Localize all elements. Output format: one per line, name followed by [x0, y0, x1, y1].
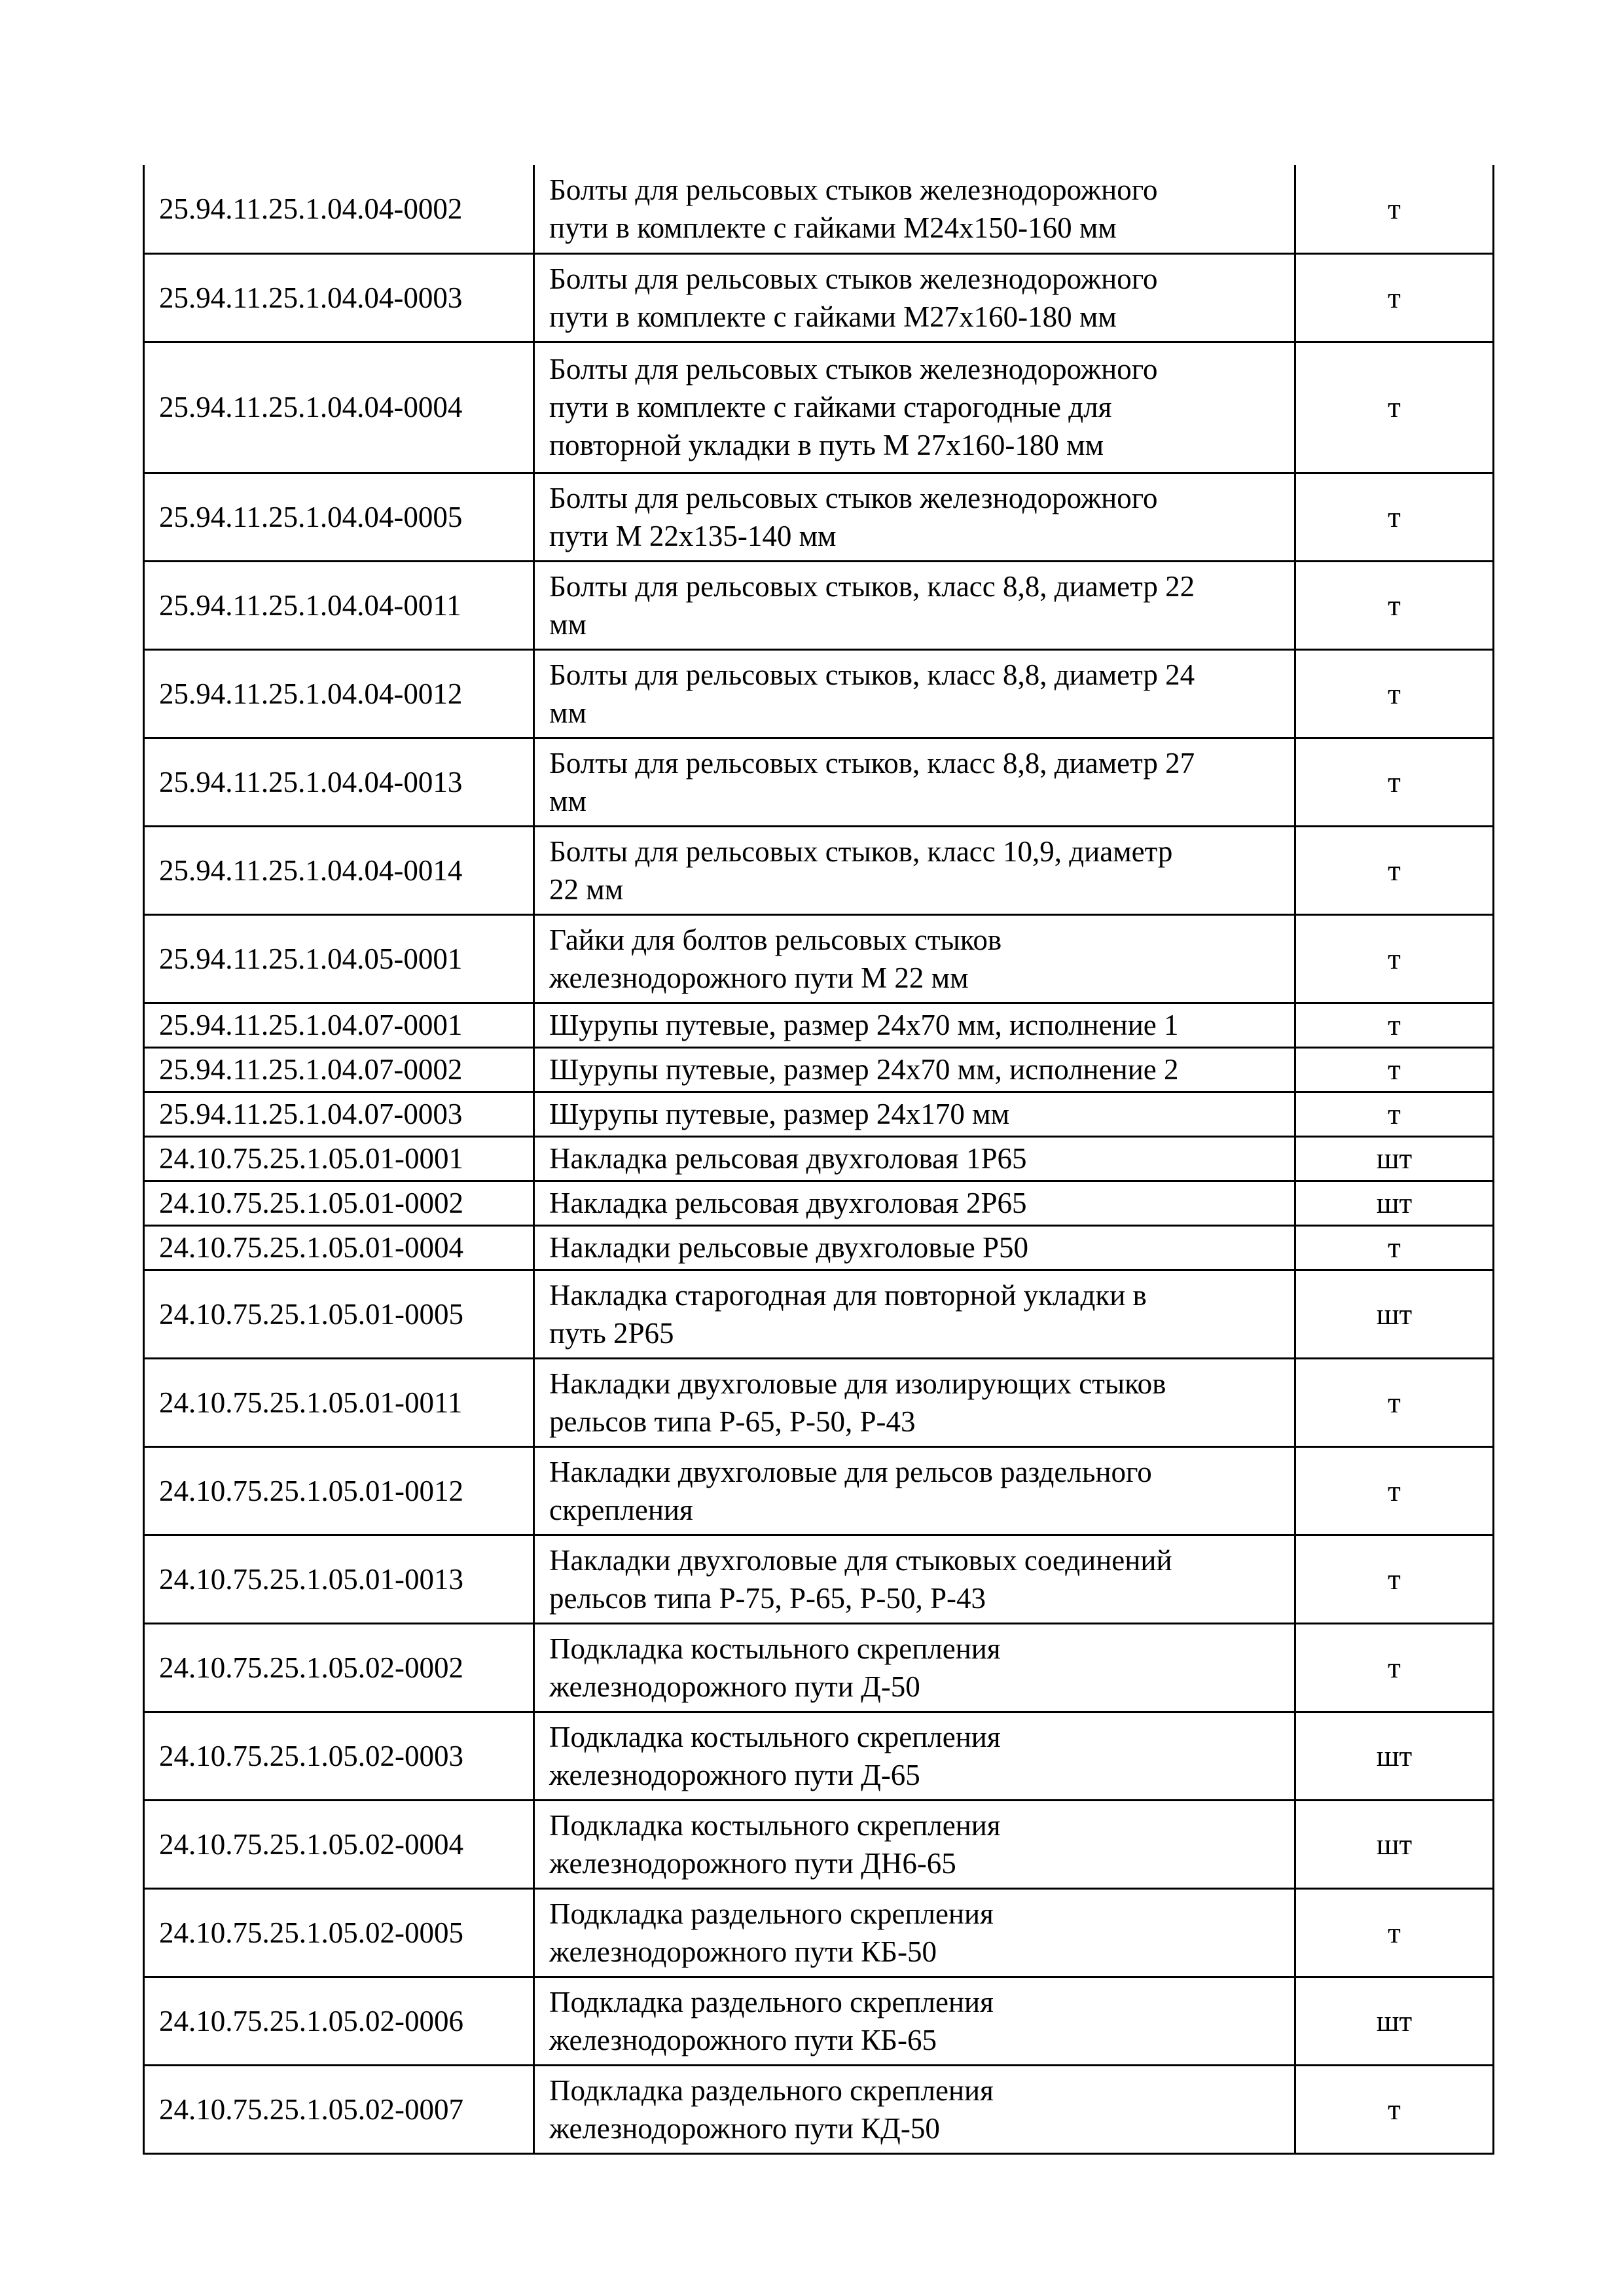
resource-name-line: скрепления	[549, 1493, 693, 1526]
resource-code-cell: 24.10.75.25.1.05.02-0006	[144, 1977, 534, 2065]
resource-name-cell	[534, 473, 1295, 561]
table-row	[144, 1092, 1494, 1136]
unit-cell: шт	[1295, 1977, 1494, 2065]
resource-name-cell	[534, 1358, 1295, 1446]
resource-code-cell: 25.94.11.25.1.04.07-0003	[144, 1092, 534, 1136]
resource-name-line: Накладки двухголовые для изолирующих стыков	[549, 1367, 1166, 1400]
resource-code-cell: 25.94.11.25.1.04.04-0005	[144, 473, 534, 561]
resource-name-line: Болты для рельсовых стыков железнодорожного	[549, 173, 1158, 206]
table-row	[144, 914, 1494, 1003]
table-row	[144, 1136, 1494, 1181]
resource-name-cell	[534, 165, 1295, 253]
unit-cell: т	[1295, 1535, 1494, 1623]
resource-name-line: рельсов типа Р-75, Р-65, Р-50, Р-43	[549, 1581, 986, 1615]
resource-name-line: Подкладка костыльного скрепления	[549, 1808, 1001, 1842]
resource-name-line: Подкладка раздельного скрепления	[549, 1985, 994, 2018]
resource-name-cell	[534, 561, 1295, 649]
resource-name-cell	[534, 1225, 1295, 1270]
resource-name-line: Подкладка костыльного скрепления	[549, 1632, 1001, 1665]
resource-code-cell: 24.10.75.25.1.05.01-0004	[144, 1225, 534, 1270]
table-row	[144, 1358, 1494, 1446]
resource-name-line: Подкладка костыльного скрепления	[549, 1720, 1001, 1753]
resource-name-line: Накладки двухголовые для стыковых соединений	[549, 1543, 1172, 1577]
unit-cell: т	[1295, 1358, 1494, 1446]
table-row	[144, 165, 1494, 253]
resource-name-line: Болты для рельсовых стыков железнодорожного	[549, 353, 1158, 386]
resource-name-line: Болты для рельсовых стыков железнодорожного	[549, 262, 1158, 295]
unit-cell: т	[1295, 649, 1494, 738]
resource-name-line: Болты для рельсовых стыков, класс 10,9, диаметр	[549, 834, 1173, 868]
resource-name-cell	[534, 738, 1295, 826]
unit-cell: т	[1295, 561, 1494, 649]
resource-name-line: 22 мм	[549, 872, 624, 906]
unit-cell: т	[1295, 1888, 1494, 1977]
resource-code-cell: 24.10.75.25.1.05.02-0002	[144, 1623, 534, 1712]
unit-cell: шт	[1295, 1136, 1494, 1181]
resource-code-cell: 24.10.75.25.1.05.01-0011	[144, 1358, 534, 1446]
resource-code-cell: 24.10.75.25.1.05.01-0001	[144, 1136, 534, 1181]
resource-name-cell	[534, 1888, 1295, 1977]
resource-name-line: Накладка рельсовая двухголовая 1Р65	[549, 1142, 1027, 1175]
table-row	[144, 561, 1494, 649]
unit-cell: т	[1295, 1003, 1494, 1047]
resource-name-cell	[534, 1800, 1295, 1888]
resource-name-cell	[534, 1446, 1295, 1535]
resource-code-cell: 24.10.75.25.1.05.02-0005	[144, 1888, 534, 1977]
resource-name-line: железнодорожного пути КБ-65	[549, 2023, 937, 2056]
resource-code-cell: 25.94.11.25.1.04.04-0002	[144, 165, 534, 253]
resource-name-line: Гайки для болтов рельсовых стыков	[549, 923, 1002, 956]
unit-cell: т	[1295, 342, 1494, 473]
resource-name-line: Подкладка раздельного скрепления	[549, 2073, 994, 2107]
resource-name-line: путь 2Р65	[549, 1316, 674, 1350]
resource-name-line: Накладки рельсовые двухголовые Р50	[549, 1231, 1029, 1264]
resource-name-line: Накладки двухголовые для рельсов раздельного	[549, 1455, 1152, 1488]
resource-name-line: Болты для рельсовых стыков железнодорожного	[549, 481, 1158, 514]
unit-cell: т	[1295, 1225, 1494, 1270]
unit-cell: т	[1295, 253, 1494, 342]
resource-name-line: Болты для рельсовых стыков, класс 8,8, диаметр 27	[549, 746, 1195, 780]
resource-name-cell	[534, 1535, 1295, 1623]
resource-name-cell	[534, 253, 1295, 342]
resource-name-cell	[534, 2065, 1295, 2153]
resource-name-line: железнодорожного пути Д-50	[549, 1670, 920, 1703]
table-row	[144, 253, 1494, 342]
resource-name-cell	[534, 1712, 1295, 1800]
resource-table	[143, 165, 1494, 2155]
unit-cell: т	[1295, 473, 1494, 561]
resource-code-cell: 24.10.75.25.1.05.02-0007	[144, 2065, 534, 2153]
resource-name-line: Подкладка раздельного скрепления	[549, 1897, 994, 1930]
table-row	[144, 1446, 1494, 1535]
resource-name-line: железнодорожного пути КБ-50	[549, 1935, 937, 1968]
table-row	[144, 1225, 1494, 1270]
resource-table-body	[144, 165, 1494, 2153]
resource-name-line: Болты для рельсовых стыков, класс 8,8, диаметр 22	[549, 569, 1195, 603]
unit-cell: шт	[1295, 1181, 1494, 1225]
unit-cell: т	[1295, 1623, 1494, 1712]
table-row	[144, 1003, 1494, 1047]
resource-name-line: мм	[549, 696, 586, 729]
table-row	[144, 1800, 1494, 1888]
resource-name-cell	[534, 1623, 1295, 1712]
resource-name-line: мм	[549, 784, 586, 817]
resource-name-cell	[534, 649, 1295, 738]
resource-name-line: повторной укладки в путь М 27x160-180 мм	[549, 429, 1104, 461]
resource-code-cell: 25.94.11.25.1.04.04-0012	[144, 649, 534, 738]
resource-name-line: Шурупы путевые, размер 24x170 мм	[549, 1098, 1010, 1130]
table-row	[144, 1888, 1494, 1977]
resource-code-cell: 25.94.11.25.1.04.05-0001	[144, 914, 534, 1003]
resource-code-cell: 24.10.75.25.1.05.01-0012	[144, 1446, 534, 1535]
unit-cell: т	[1295, 2065, 1494, 2153]
resource-code-cell: 25.94.11.25.1.04.04-0011	[144, 561, 534, 649]
resource-code-cell: 24.10.75.25.1.05.02-0003	[144, 1712, 534, 1800]
table-row	[144, 1270, 1494, 1358]
table-row	[144, 826, 1494, 914]
resource-code-cell: 25.94.11.25.1.04.07-0002	[144, 1047, 534, 1092]
resource-name-line: железнодорожного пути ДН6-65	[549, 1846, 956, 1880]
resource-code-cell: 24.10.75.25.1.05.01-0005	[144, 1270, 534, 1358]
resource-code-cell: 24.10.75.25.1.05.01-0013	[144, 1535, 534, 1623]
resource-code-cell: 24.10.75.25.1.05.01-0002	[144, 1181, 534, 1225]
resource-name-line: железнодорожного пути М 22 мм	[549, 961, 969, 994]
resource-code-cell: 24.10.75.25.1.05.02-0004	[144, 1800, 534, 1888]
resource-code-cell: 25.94.11.25.1.04.04-0003	[144, 253, 534, 342]
unit-cell: шт	[1295, 1712, 1494, 1800]
unit-cell: шт	[1295, 1800, 1494, 1888]
table-row	[144, 1535, 1494, 1623]
resource-name-cell	[534, 1181, 1295, 1225]
resource-name-line: Накладка рельсовая двухголовая 2Р65	[549, 1187, 1027, 1219]
unit-cell: т	[1295, 1446, 1494, 1535]
table-row	[144, 1181, 1494, 1225]
table-row	[144, 738, 1494, 826]
resource-name-cell	[534, 1003, 1295, 1047]
resource-name-cell	[534, 342, 1295, 473]
table-row	[144, 1712, 1494, 1800]
table-row	[144, 1047, 1494, 1092]
unit-cell: т	[1295, 914, 1494, 1003]
unit-cell: шт	[1295, 1270, 1494, 1358]
resource-name-line: Накладка старогодная для повторной укладки в	[549, 1278, 1147, 1312]
unit-cell: т	[1295, 738, 1494, 826]
resource-name-line: Болты для рельсовых стыков, класс 8,8, диаметр 24	[549, 658, 1195, 691]
resource-name-line: Шурупы путевые, размер 24x70 мм, исполнение 1	[549, 1009, 1179, 1041]
resource-code-cell: 25.94.11.25.1.04.07-0001	[144, 1003, 534, 1047]
resource-name-cell	[534, 1136, 1295, 1181]
table-row	[144, 1977, 1494, 2065]
table-row	[144, 2065, 1494, 2153]
resource-name-line: пути в комплекте с гайками М27x160-180 мм	[549, 300, 1117, 333]
table-row	[144, 342, 1494, 473]
resource-name-line: пути в комплекте с гайками старогодные для	[549, 391, 1112, 423]
resource-name-line: мм	[549, 607, 586, 641]
resource-name-cell	[534, 1092, 1295, 1136]
resource-name-line: железнодорожного пути Д-65	[549, 1758, 920, 1791]
resource-code-cell: 25.94.11.25.1.04.04-0014	[144, 826, 534, 914]
table-row	[144, 649, 1494, 738]
resource-name-cell	[534, 826, 1295, 914]
resource-name-line: пути в комплекте с гайками М24x150-160 мм	[549, 211, 1117, 244]
unit-cell: т	[1295, 826, 1494, 914]
resource-name-cell	[534, 1270, 1295, 1358]
resource-name-line: пути М 22x135-140 мм	[549, 519, 837, 552]
resource-code-cell: 25.94.11.25.1.04.04-0004	[144, 342, 534, 473]
resource-name-line: рельсов типа Р-65, Р-50, Р-43	[549, 1405, 916, 1438]
unit-cell: т	[1295, 1092, 1494, 1136]
resource-name-cell	[534, 1047, 1295, 1092]
resource-name-line: Шурупы путевые, размер 24x70 мм, исполнение 2	[549, 1053, 1179, 1086]
unit-cell: т	[1295, 165, 1494, 253]
unit-cell: т	[1295, 1047, 1494, 1092]
table-row	[144, 473, 1494, 561]
resource-code-cell: 25.94.11.25.1.04.04-0013	[144, 738, 534, 826]
resource-name-cell	[534, 1977, 1295, 2065]
table-row	[144, 1623, 1494, 1712]
resource-name-line: железнодорожного пути КД-50	[549, 2111, 940, 2145]
resource-name-cell	[534, 914, 1295, 1003]
